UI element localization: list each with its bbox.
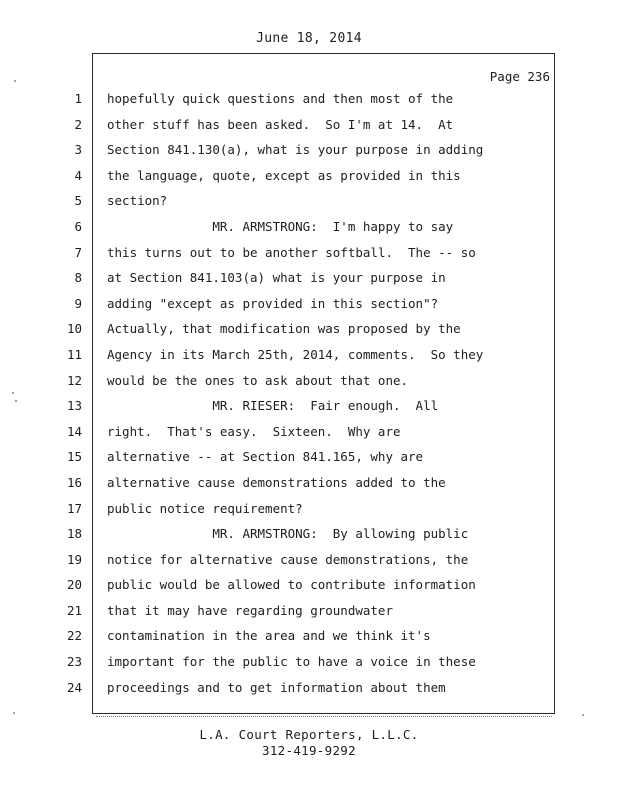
page-number: Page 236 [489, 69, 550, 84]
line-text: would be the ones to ask about that one. [107, 372, 409, 388]
transcript-line [0, 265, 618, 291]
line-number: 19 [66, 551, 82, 567]
line-number: 2 [74, 116, 82, 132]
line-number: 9 [74, 295, 82, 311]
transcript-line [0, 649, 618, 675]
line-text: MR. ARMSTRONG: I'm happy to say [107, 218, 454, 234]
line-text: contamination in the area and we think it's [107, 628, 431, 644]
transcript-line [0, 86, 618, 112]
transcript-line [0, 393, 618, 419]
line-number: 20 [66, 577, 82, 593]
transcript-line [0, 470, 618, 496]
scan-speck [13, 712, 15, 714]
transcript-line [0, 291, 618, 317]
line-text: this turns out to be another softball. The -- so [107, 244, 476, 260]
scan-speck [582, 714, 584, 716]
transcript-line [0, 240, 618, 266]
line-number: 22 [66, 628, 82, 644]
line-text: public notice requirement? [107, 500, 303, 516]
line-number: 15 [66, 449, 82, 465]
line-number: 23 [66, 654, 82, 670]
line-text: Actually, that modification was proposed by the [107, 321, 461, 337]
transcript-line [0, 496, 618, 522]
line-text: Agency in its March 25th, 2014, comments. So they [107, 346, 484, 362]
court-reporter-name: L.A. Court Reporters, L.L.C. [199, 727, 419, 742]
line-text: that it may have regarding groundwater [107, 602, 393, 618]
line-number: 8 [74, 270, 82, 286]
transcript-line [0, 444, 618, 470]
transcript-line [0, 419, 618, 445]
court-reporter-phone: 312-419-9292 [262, 743, 356, 758]
line-text: hopefully quick questions and then most of the [107, 91, 454, 106]
line-text: right. That's easy. Sixteen. Why are [107, 423, 401, 439]
transcript-line [0, 598, 618, 624]
transcript-line [0, 547, 618, 573]
line-text: at Section 841.103(a) what is your purpose in [107, 270, 446, 286]
transcript-line [0, 188, 618, 214]
line-text: Section 841.130(a), what is your purpose in adding [107, 142, 484, 158]
scan-speck [15, 400, 17, 402]
line-number: 17 [66, 500, 82, 516]
transcript-line [0, 572, 618, 598]
transcript-line [0, 342, 618, 368]
line-text: MR. ARMSTRONG: By allowing public [107, 526, 469, 542]
line-number: 1 [74, 91, 82, 106]
line-number: 6 [74, 218, 82, 234]
line-text: important for the public to have a voice in these [107, 654, 476, 670]
line-text: alternative -- at Section 841.165, why are [107, 449, 424, 465]
line-number: 24 [66, 679, 82, 695]
line-text: MR. RIESER: Fair enough. All [107, 398, 439, 414]
transcript-line [0, 214, 618, 240]
line-number: 16 [66, 474, 82, 490]
scan-speck [14, 80, 16, 82]
transcript-line [0, 675, 618, 701]
line-number: 11 [66, 346, 82, 362]
scan-speck [12, 392, 14, 394]
line-text: notice for alternative cause demonstrations, the [107, 551, 469, 567]
transcript-lines [0, 86, 618, 700]
transcript-date: June 18, 2014 [256, 31, 362, 46]
transcript-line [0, 163, 618, 189]
line-number: 5 [74, 193, 82, 209]
line-text: the language, quote, except as provided in this [107, 167, 461, 183]
transcript-line [0, 623, 618, 649]
transcript-line [0, 521, 618, 547]
line-text: other stuff has been asked. So I'm at 14. At [107, 116, 454, 132]
line-text: public would be allowed to contribute information [107, 577, 476, 593]
line-text: adding "except as provided in this section"? [107, 295, 439, 311]
transcript-line [0, 112, 618, 138]
line-number: 21 [66, 602, 82, 618]
line-number: 3 [74, 142, 82, 158]
line-text: section? [107, 193, 168, 209]
transcript-line [0, 316, 618, 342]
line-number: 18 [66, 526, 82, 542]
line-number: 10 [66, 321, 82, 337]
line-number: 13 [66, 398, 82, 414]
transcript-line [0, 137, 618, 163]
transcript-line [0, 368, 618, 394]
line-number: 12 [66, 372, 82, 388]
line-number: 4 [74, 167, 82, 183]
line-text: proceedings and to get information about them [107, 679, 446, 695]
frame-scan-artifact [96, 716, 552, 717]
line-number: 7 [74, 244, 82, 260]
line-number: 14 [66, 423, 82, 439]
line-text: alternative cause demonstrations added to the [107, 474, 446, 490]
